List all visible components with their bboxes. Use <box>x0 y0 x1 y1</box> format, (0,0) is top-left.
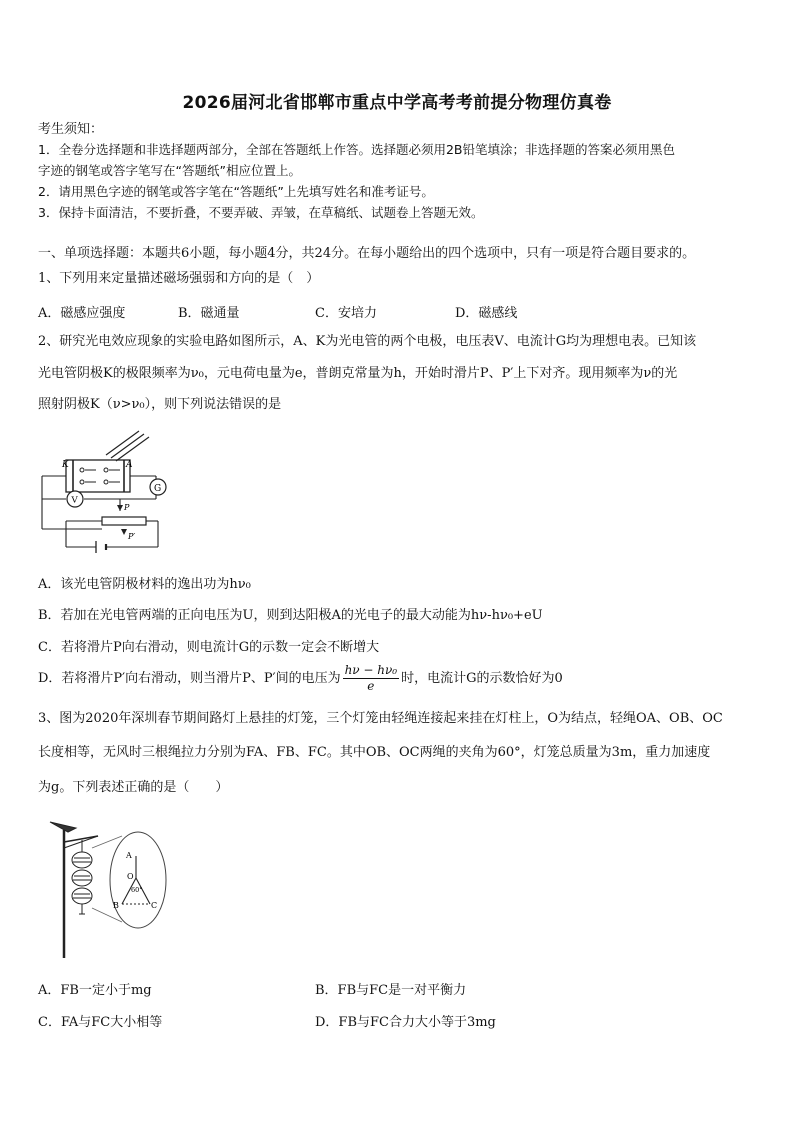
label-k: K <box>62 460 69 470</box>
q2-option-a: A．该光电管阴极材料的逸出功为hν₀ <box>38 577 251 592</box>
q2-option-c: C．若将滑片P向右滑动，则电流计G的示数一定会不断增大 <box>38 640 380 655</box>
label-a: A <box>126 460 133 470</box>
q1-stem: 1、下列用来定量描述磁场强弱和方向的是（ ） <box>38 271 320 286</box>
q2-line-3: 照射阴极K（ν>ν₀），则下列说法错误的是 <box>38 397 282 412</box>
q3-option-d: D．FB与FC合力大小等于3mg <box>315 1015 496 1030</box>
label-angle: 60° <box>131 886 143 894</box>
section-heading: 一、单项选择题：本题共6小题，每小题4分，共24分。在每小题给出的四个选项中，只有一项是符合题目要求的。 <box>38 246 696 261</box>
q2-line-2: 光电管阴极K的极限频率为ν₀，元电荷电量为e，普朗克常量为h，开始时滑片P、P′上下对齐。现用频率为ν的光 <box>38 366 678 381</box>
q1-option-a: A．磁感应强度 <box>38 306 126 321</box>
notice-line-1b: 字迹的钢笔或答字笔写在“答题纸”相应位置上。 <box>38 163 301 178</box>
notice-line-2: 2．请用黑色字迹的钢笔或答字笔在“答题纸”上先填写姓名和准考证号。 <box>38 184 434 199</box>
q2-option-b: B．若加在光电管两端的正向电压为U，则到达阳极A的光电子的最大动能为hν-hν₀+eU <box>38 608 543 623</box>
fraction-numerator: hν − hν₀ <box>344 663 398 677</box>
label-p-prime: P′ <box>128 532 136 541</box>
notice-line-3: 3．保持卡面清洁，不要折叠，不要弄破、弄皱，在草稿纸、试题卷上答题无效。 <box>38 205 484 220</box>
q2-option-d-post: 时，电流计G的示数恰好为0 <box>401 671 563 686</box>
label-a: A <box>126 851 132 860</box>
q3-line-2: 长度相等，无风时三根绳拉力分别为FA、FB、FC。其中OB、OC两绳的夹角为60°，灯笼总质量为3m，重力加速度 <box>38 745 711 760</box>
q3-option-c: C．FA与FC大小相等 <box>38 1015 163 1030</box>
label-b: B <box>113 901 119 910</box>
q2-option-d-pre: D．若将滑片P′向右滑动，则当滑片P、P′间的电压为 <box>38 671 341 686</box>
q1-option-c: C．安培力 <box>315 306 377 321</box>
q3-option-b: B．FB与FC是一对平衡力 <box>315 983 467 998</box>
q2-option-d-fraction <box>343 663 400 694</box>
label-o: O <box>127 872 134 881</box>
q2-line-1: 2、研究光电效应现象的实验电路如图所示，A、K为光电管的两个电极，电压表V、电流计G均为理想电表。已知该 <box>38 334 697 349</box>
notice-heading: 考生须知： <box>38 122 104 137</box>
fraction-denominator: e <box>367 679 375 693</box>
photoelectric-circuit-diagram <box>36 425 176 557</box>
q3-line-3: 为g。下列表述正确的是（ ） <box>38 780 229 795</box>
page-title: 2026届河北省邯郸市重点中学高考考前提分物理仿真卷 <box>182 93 612 113</box>
label-g: G <box>154 484 162 494</box>
label-v: V <box>71 495 78 506</box>
label-p: P <box>124 503 130 512</box>
q3-line-1: 3、图为2020年深圳春节期间路灯上悬挂的灯笼，三个灯笼由轻绳连接起来挂在灯柱上，O为结点，轻绳OA、OB、OC <box>38 711 723 726</box>
label-c: C <box>151 901 158 910</box>
lantern-lamp-post-figure <box>40 818 170 960</box>
q3-option-a: A．FB一定小于mg <box>38 983 152 998</box>
q2-option-d <box>38 663 563 694</box>
notice-line-1a: 1．全卷分选择题和非选择题两部分，全部在答题纸上作答。选择题必须用2B铅笔填涂；非选择题的答案必须用黑色 <box>38 142 675 157</box>
q1-option-d: D．磁感线 <box>455 306 518 321</box>
q1-option-b: B．磁通量 <box>178 306 240 321</box>
